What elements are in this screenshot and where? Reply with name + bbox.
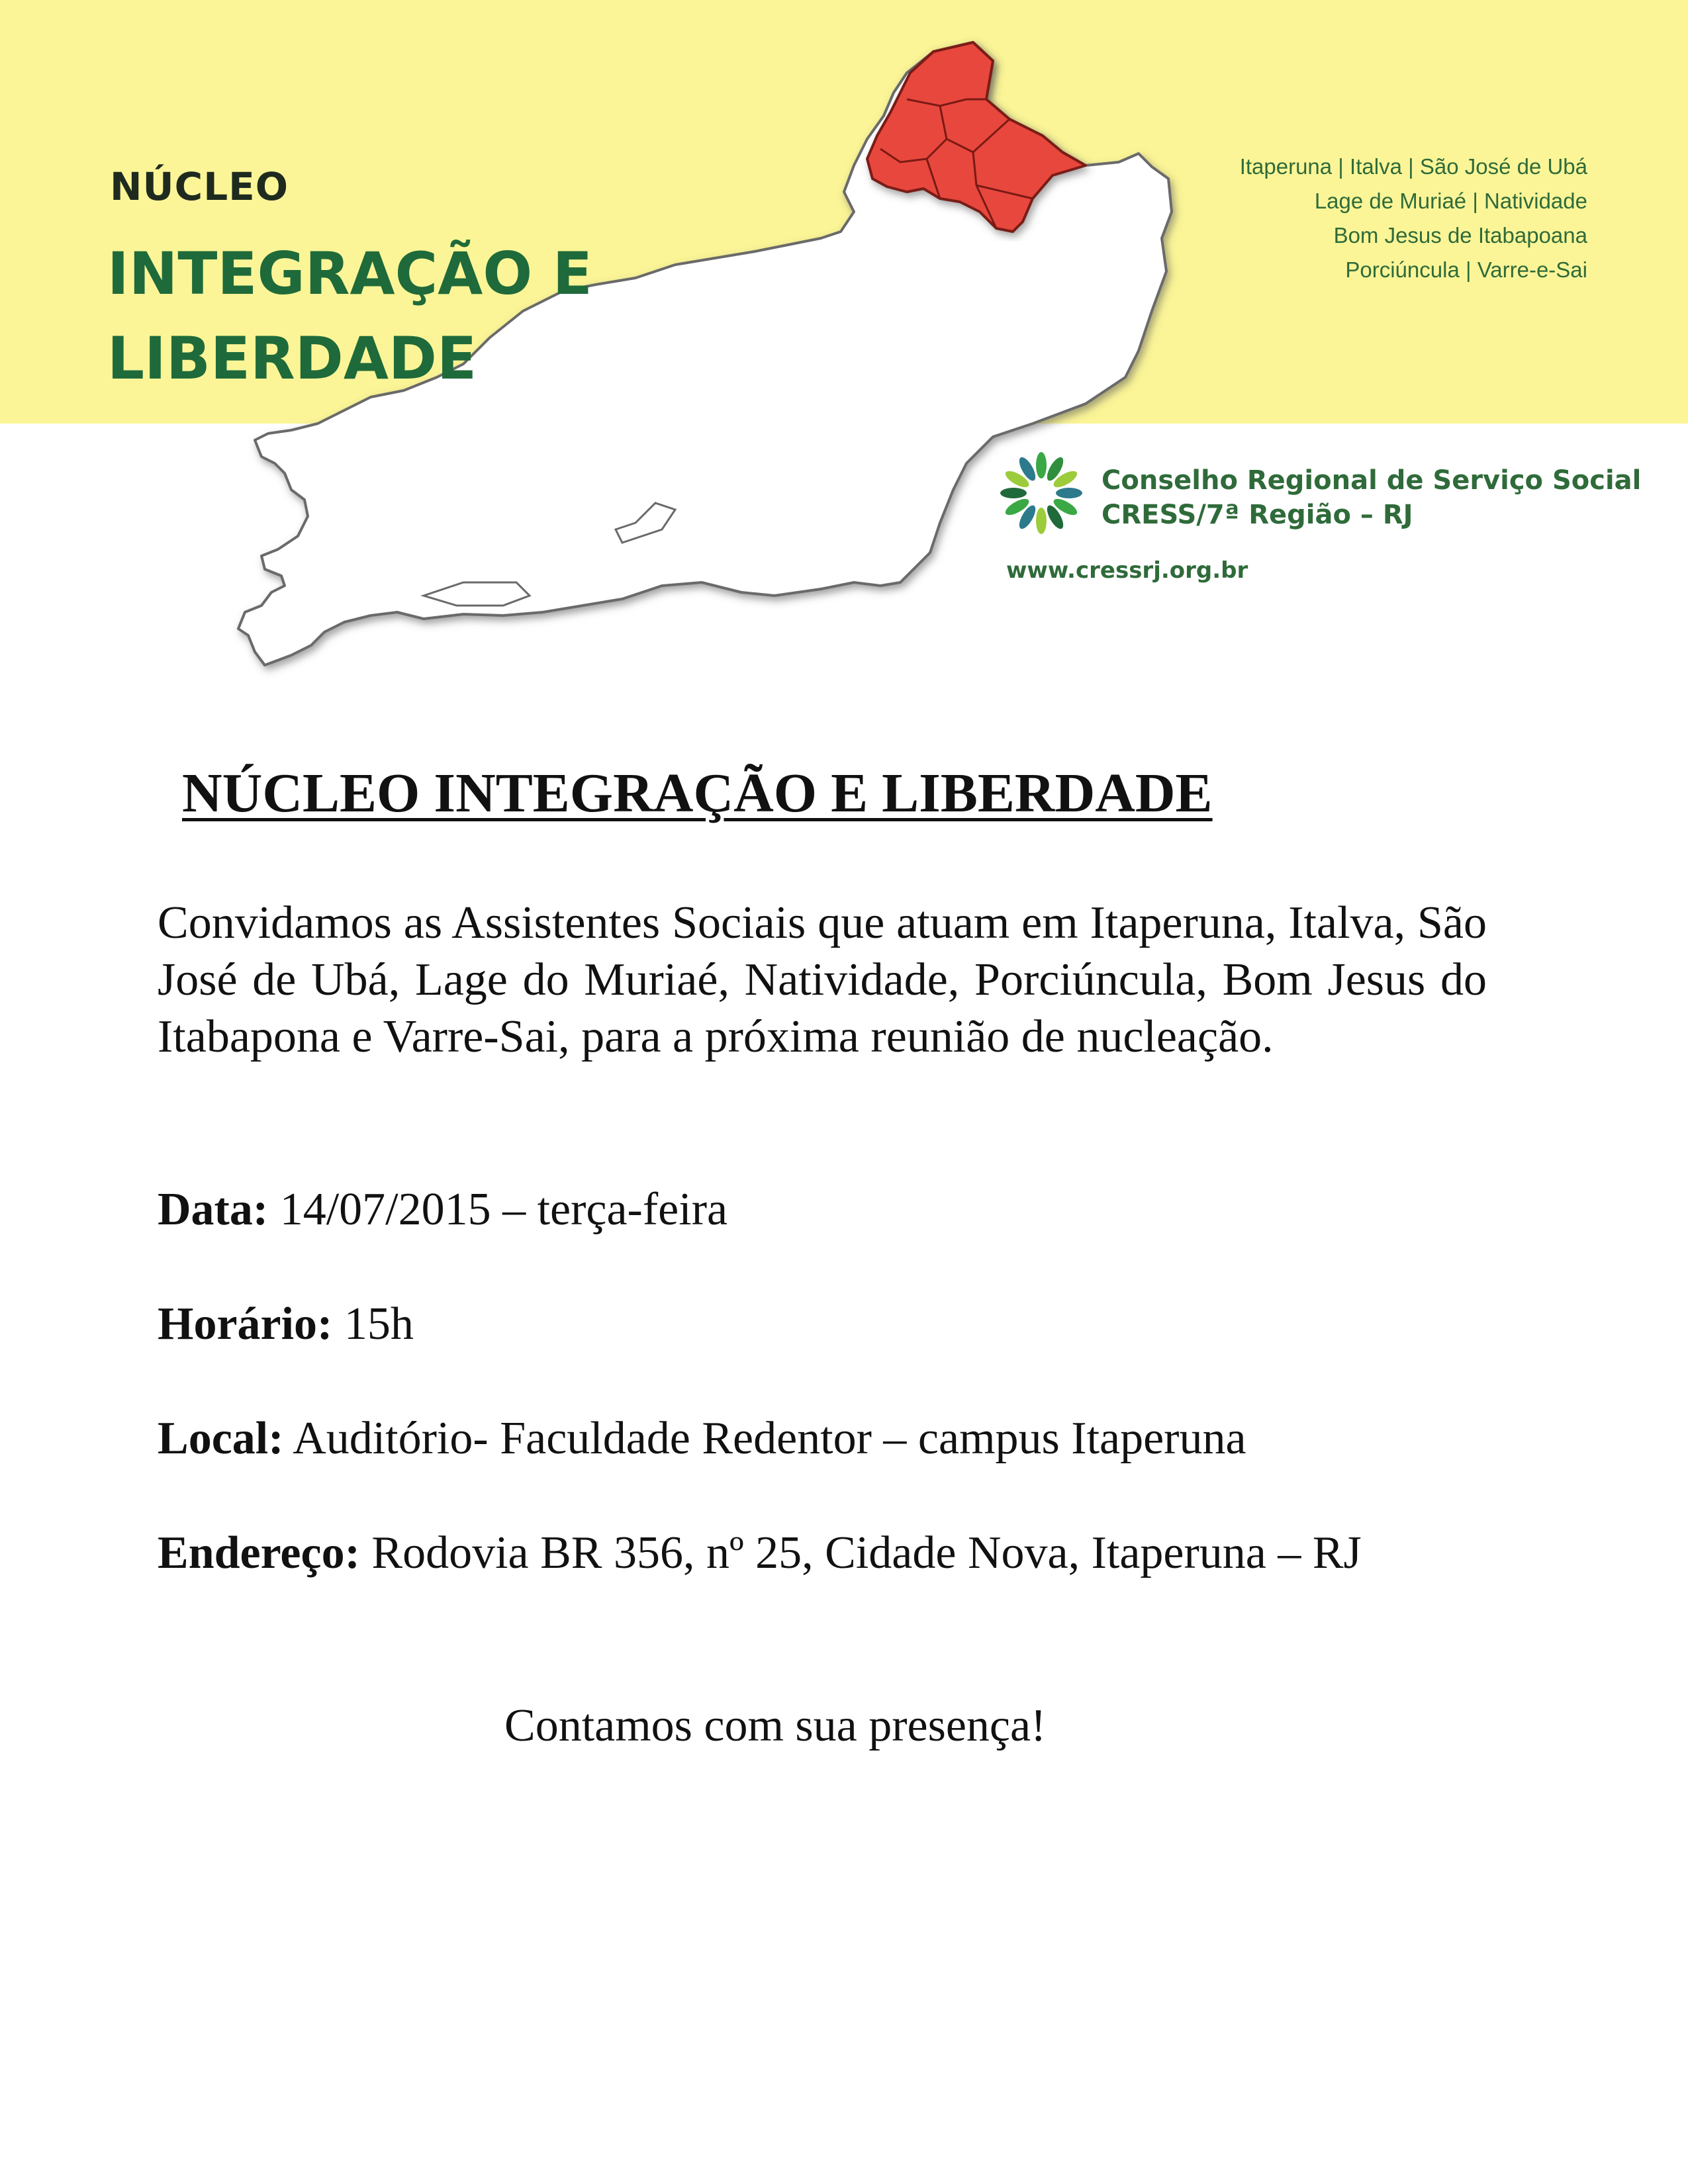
time-value: 15h bbox=[344, 1298, 414, 1349]
document-title: NÚCLEO INTEGRAÇÃO E LIBERDADE bbox=[182, 762, 1213, 824]
place-field bbox=[158, 1412, 1246, 1465]
cress-logo-icon bbox=[998, 450, 1084, 536]
closing-message: Contamos com sua presença! bbox=[504, 1700, 1047, 1751]
cities-list bbox=[1240, 150, 1587, 287]
banner-nucleo-label: NÚCLEO bbox=[110, 164, 289, 209]
time-field bbox=[158, 1298, 414, 1351]
banner-title-line2: LIBERDADE bbox=[107, 324, 477, 392]
org-url: www.cressrj.org.br bbox=[1006, 557, 1248, 584]
date-field bbox=[158, 1183, 727, 1236]
address-value: Rodovia BR 356, nº 25, Cidade Nova, Itaperuna – RJ bbox=[371, 1527, 1362, 1578]
place-label: Local: bbox=[158, 1413, 284, 1464]
invitation-paragraph: Convidamos as Assistentes Sociais que atuam em Itaperuna, Italva, São José de Ubá, Lage do Muriaé, Natividade, Porciúncula, Bom Jesus do Itabapona e Varre-Sai, para a próxima reunião de nucleação. bbox=[158, 897, 1487, 1062]
address-label: Endereço: bbox=[158, 1527, 360, 1578]
cities-line: Itaperuna | Italva | São José de Ubá bbox=[1239, 154, 1587, 179]
cities-line: Bom Jesus de Itabapoana bbox=[1333, 223, 1587, 248]
banner-title-line1: INTEGRAÇÃO E bbox=[107, 240, 592, 308]
cities-line: Porciúncula | Varre-e-Sai bbox=[1345, 257, 1587, 282]
org-block bbox=[1102, 463, 1641, 532]
time-label: Horário: bbox=[158, 1298, 333, 1349]
date-value: 14/07/2015 – terça-feira bbox=[279, 1184, 728, 1235]
address-field bbox=[158, 1527, 1362, 1580]
cities-line: Lage de Muriaé | Natividade bbox=[1314, 189, 1587, 213]
date-label: Data: bbox=[158, 1184, 269, 1235]
place-value: Auditório- Faculdade Redentor – campus Itaperuna bbox=[293, 1413, 1246, 1464]
org-region: CRESS/7ª Região – RJ bbox=[1102, 500, 1413, 530]
org-name: Conselho Regional de Serviço Social bbox=[1102, 465, 1642, 496]
banner-title bbox=[107, 232, 592, 401]
